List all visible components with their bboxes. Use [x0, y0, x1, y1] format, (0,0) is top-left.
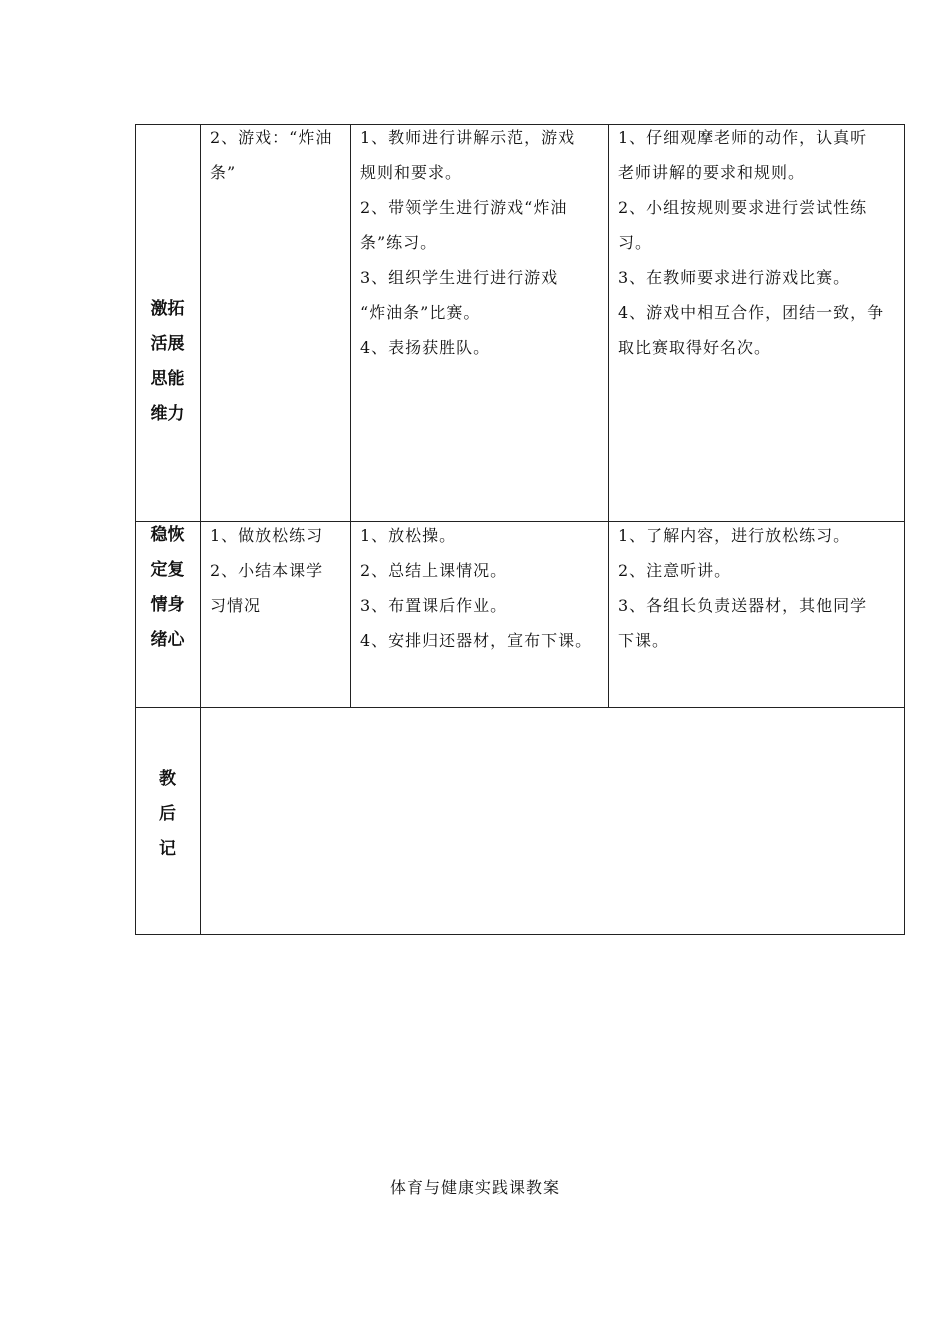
row-label-calm-recover	[135, 518, 200, 658]
teacher-line: “炸油条”比赛。	[360, 303, 481, 322]
student-line: 2、注意听讲。	[618, 561, 732, 580]
label-line: 教	[159, 769, 176, 789]
student-line: 1、仔细观摩老师的动作，认真听	[618, 128, 868, 147]
student-line: 3、在教师要求进行游戏比赛。	[618, 268, 851, 287]
row-label-after-class-notes	[135, 762, 200, 867]
label-line: 思能	[150, 369, 185, 389]
student-line: 3、各组长负责送器材，其他同学	[618, 596, 868, 615]
teacher-line: 1、教师进行讲解示范，游戏	[360, 128, 576, 147]
teacher-activity-cell	[360, 518, 606, 658]
content-line: 习情况	[210, 596, 262, 615]
student-line: 1、了解内容，进行放松练习。	[618, 526, 851, 545]
label-line: 活展	[150, 334, 185, 354]
content-line: 条”	[210, 163, 237, 182]
label-line: 情身	[150, 595, 185, 615]
column-divider	[608, 124, 609, 708]
student-line: 取比赛取得好名次。	[618, 338, 772, 357]
teacher-line: 3、组织学生进行进行游戏	[360, 268, 559, 287]
label-line: 定复	[150, 560, 185, 580]
teacher-activity-cell	[360, 120, 606, 365]
student-line: 2、小组按规则要求进行尝试性练	[618, 198, 868, 217]
student-line: 下课。	[618, 631, 670, 650]
student-activity-cell	[618, 518, 902, 658]
content-line: 2、游戏：“炸油	[210, 128, 333, 147]
table-border-bottom	[135, 934, 905, 935]
label-line: 绪心	[150, 630, 185, 650]
teacher-line: 4、安排归还器材，宣布下课。	[360, 631, 593, 650]
column-divider	[350, 124, 351, 708]
content-line: 1、做放松练习	[210, 526, 324, 545]
student-line: 4、游戏中相互合作，团结一致，争	[618, 303, 885, 322]
student-line: 老师讲解的要求和规则。	[618, 163, 806, 182]
teacher-line: 4、表扬获胜队。	[360, 338, 491, 357]
label-line: 后	[159, 804, 176, 824]
row-label-stimulate-thinking	[135, 292, 200, 432]
row-divider	[135, 707, 905, 708]
teacher-line: 规则和要求。	[360, 163, 463, 182]
lesson-plan-table	[135, 124, 905, 934]
content-line: 2、小结本课学	[210, 561, 324, 580]
label-line: 维力	[150, 404, 185, 424]
label-line: 记	[159, 839, 176, 859]
label-line: 激拓	[150, 299, 185, 319]
content-cell	[210, 518, 346, 623]
teacher-line: 1、放松操。	[360, 526, 457, 545]
teacher-line: 2、总结上课情况。	[360, 561, 508, 580]
teacher-line: 3、布置课后作业。	[360, 596, 508, 615]
column-divider	[200, 124, 201, 935]
page-footer: 体育与健康实践课教案	[389, 1178, 560, 1197]
teacher-line: 2、带领学生进行游戏“炸油	[360, 198, 568, 217]
teacher-line: 条”练习。	[360, 233, 438, 252]
label-line: 稳恢	[150, 525, 185, 545]
table-border-right	[904, 124, 905, 935]
student-activity-cell	[618, 120, 902, 365]
content-cell	[210, 120, 346, 190]
student-line: 习。	[618, 233, 653, 252]
